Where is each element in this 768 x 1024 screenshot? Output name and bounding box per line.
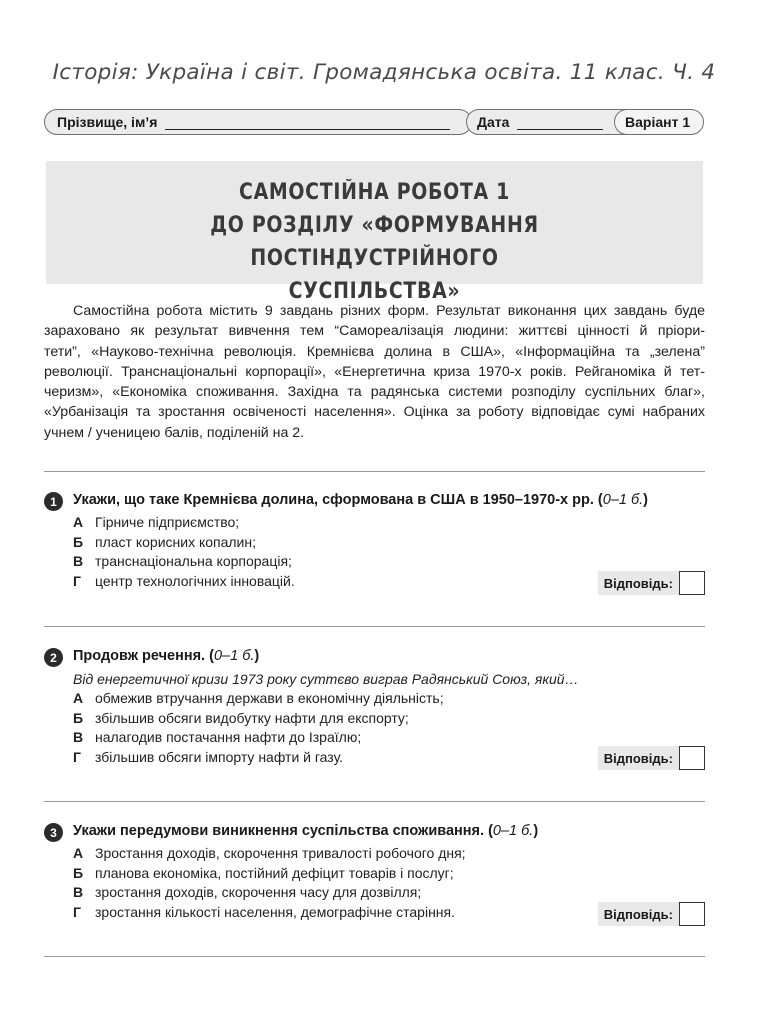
option-text: зростання кількості населення, демографічне старіння. <box>95 903 456 920</box>
task-header <box>44 822 705 844</box>
option-letter: А <box>73 690 84 706</box>
task-3 <box>44 822 705 932</box>
question-text: Укажи, що таке Кремнієва долина, сформована в США в 1950–1970-х рр. <box>73 492 594 508</box>
option-b[interactable] <box>44 709 705 729</box>
task-number-badge: 3 <box>44 823 63 842</box>
date-blank-line[interactable] <box>517 115 603 130</box>
points: 0–1 б. <box>602 492 644 508</box>
variant-badge <box>614 109 704 135</box>
option-letter: В <box>73 553 84 569</box>
task-stem: Від енергетичної кризи 1973 року суттєво виграв Радянський Союз, який… <box>73 671 579 687</box>
points: 0–1 б. <box>213 648 255 664</box>
option-letter: В <box>73 729 84 745</box>
option-text: транснаціональна корпорація; <box>95 553 292 569</box>
option-c[interactable] <box>44 728 705 748</box>
divider <box>44 956 705 957</box>
option-c[interactable] <box>44 552 705 572</box>
task-question: Продовж речення. (0–1 б.) <box>73 648 260 664</box>
option-a[interactable] <box>44 689 705 709</box>
answer-input[interactable] <box>679 571 705 595</box>
intro-line: «Урбанізація та зростання освіченості населення». Оцінка за роботу відповідає сумі набраних <box>44 404 705 421</box>
divider <box>44 801 705 802</box>
work-title-banner <box>46 161 703 304</box>
option-text: зростання доходів, скорочення часу для дозвілля; <box>95 884 422 900</box>
option-letter: Г <box>73 903 81 920</box>
student-info-bar <box>44 109 704 137</box>
intro-line: тети”, «Науково-технічна революція. Кремнієва долина в США», «Інформаційна та „зелена” <box>44 343 705 360</box>
option-letter: Г <box>73 572 81 589</box>
answer-input[interactable] <box>679 902 705 926</box>
option-text: планова економіка, постійний дефіцит товарів і послуг; <box>95 864 454 881</box>
option-text: збільшив обсяги імпорту нафти й газу. <box>95 748 344 765</box>
option-text: Зростання доходів, скорочення тривалості робочого дня; <box>95 845 466 861</box>
task-question: Укажи передумови виникнення суспільства споживання. (0–1 б.) <box>73 823 539 839</box>
task-2 <box>44 647 705 777</box>
option-a[interactable] <box>44 844 705 864</box>
intro-line: зараховано як результат вивчення тем “Самореалізація людини: життєві цінності й пріори- <box>44 323 705 340</box>
banner-line-3: СУСПІЛЬСТВА» <box>288 279 461 304</box>
question-text: Укажи передумови виникнення суспільства споживання. <box>73 823 485 839</box>
task-header <box>44 647 705 669</box>
intro-paragraph <box>44 301 705 443</box>
answer-box <box>598 571 705 595</box>
points: 0–1 б. <box>492 823 534 839</box>
answer-label: Відповідь: <box>598 746 679 770</box>
option-text: пласт корисних копалин; <box>95 533 256 550</box>
banner-line-1: САМОСТІЙНА РОБОТА 1 <box>238 180 511 205</box>
question-text: Продовж речення. <box>73 648 206 664</box>
intro-line: черизм», «Економіка споживання. Західна та радянська системи розподілу суспільних благ», <box>44 384 705 401</box>
option-text: Гірниче підприємство; <box>95 514 240 530</box>
task-number-badge: 2 <box>44 648 63 667</box>
task-question: Укажи, що таке Кремнієва долина, сформована в США в 1950–1970-х рр. (0–1 б.) <box>73 492 649 508</box>
option-letter: А <box>73 845 84 861</box>
option-b[interactable] <box>44 533 705 553</box>
task-number-badge: 1 <box>44 492 63 511</box>
answer-input[interactable] <box>679 746 705 770</box>
option-c[interactable] <box>44 883 705 903</box>
option-text: обмежив втручання держави в економічну діяльність; <box>95 690 444 706</box>
answer-label: Відповідь: <box>598 902 679 926</box>
option-text: налагодив постачання нафти до Ізраїлю; <box>95 729 362 745</box>
option-letter: Б <box>73 864 84 881</box>
name-blank-line[interactable] <box>165 115 450 130</box>
task-header <box>44 491 705 513</box>
option-letter: В <box>73 884 84 900</box>
divider <box>44 471 705 472</box>
option-letter: А <box>73 514 84 530</box>
option-letter: Б <box>73 709 84 726</box>
option-letter: Г <box>73 748 81 765</box>
divider <box>44 626 705 627</box>
date-label: Дата <box>477 114 510 130</box>
option-text: центр технологічних інновацій. <box>95 572 295 589</box>
option-text: збільшив обсяги видобутку нафти для експорту; <box>95 709 409 726</box>
option-b[interactable] <box>44 864 705 884</box>
answer-box <box>598 746 705 770</box>
intro-line: Самостійна робота містить 9 завдань різних форм. Результат виконання цих завдань буде <box>73 303 705 319</box>
answer-box <box>598 902 705 926</box>
answer-label: Відповідь: <box>598 571 679 595</box>
book-title: Історія: Україна і світ. Громадянська освіта. 11 клас. Ч. 4 <box>52 60 716 85</box>
option-a[interactable] <box>44 513 705 533</box>
banner-line-2: ДО РОЗДІЛУ «ФОРМУВАННЯ ПОСТІНДУСТРІЙНОГО <box>210 213 539 271</box>
intro-line: революції. Транснаціональні корпорації», «Енергетична криза 1970-х років. Рейганоміка й тет- <box>44 363 705 380</box>
task-1 <box>44 491 705 601</box>
intro-line: учнем / ученицею балів, поділеній на 2. <box>44 424 305 441</box>
name-field[interactable] <box>44 109 472 135</box>
variant-label: Варіант 1 <box>625 114 691 130</box>
option-letter: Б <box>73 533 84 550</box>
name-label: Прізвище, ім’я <box>57 114 158 130</box>
